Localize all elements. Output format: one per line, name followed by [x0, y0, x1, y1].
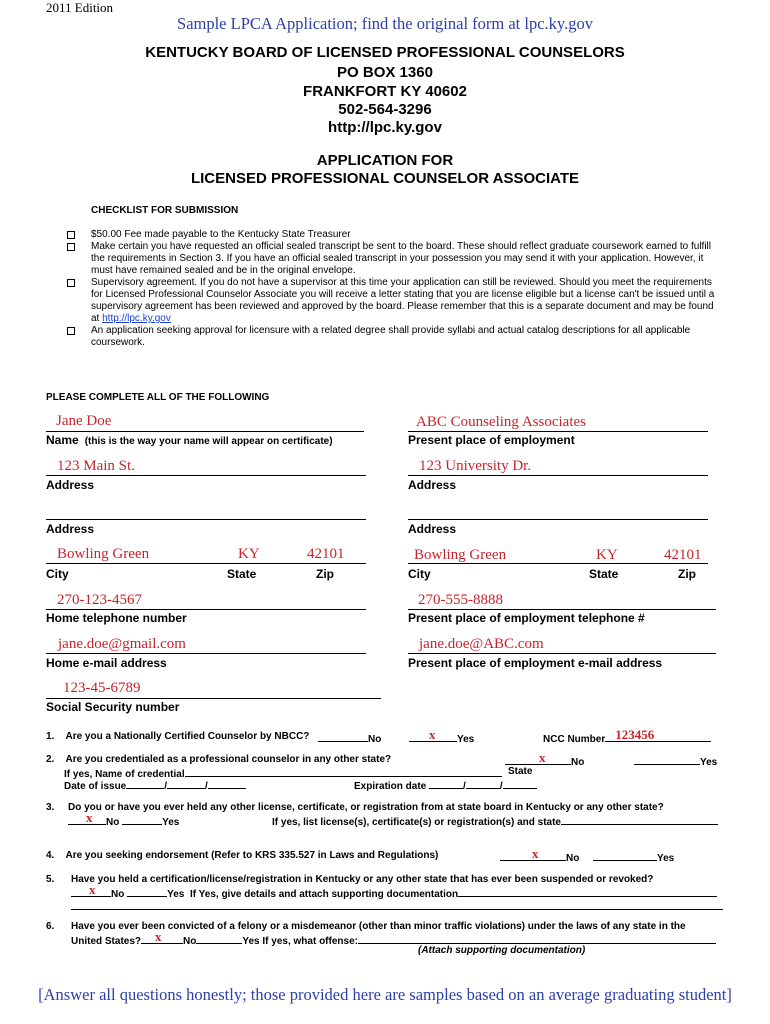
question-3-number: 3. — [46, 802, 55, 813]
q2-no-mark: x — [539, 750, 546, 765]
question-6-number: 6. — [46, 921, 55, 932]
name-label: Name (this is the way your name will appear on certificate) — [46, 433, 333, 447]
ssn-label: Social Security number — [46, 700, 180, 714]
q2-no-option[interactable]: x No — [505, 754, 584, 768]
employment-state-label: State — [589, 567, 619, 581]
board-website[interactable]: http://lpc.ky.gov — [328, 119, 442, 136]
home-phone-field[interactable] — [46, 609, 366, 610]
credential-name-field[interactable]: If yes, Name of credential — [64, 766, 502, 780]
q2-yes-option[interactable]: Yes — [634, 754, 717, 768]
q1-yes-option[interactable]: x Yes — [409, 731, 474, 745]
checklist-item-syllabi: An application seeking approval for licensure with a related degree shall provide syllabi and actual catalog descriptions for all applicable coursework. — [67, 325, 727, 349]
credential-expiration-date-field[interactable]: Expiration date / / — [354, 778, 537, 792]
q2-yes-blank[interactable] — [634, 754, 700, 765]
q6-no-mark: x — [155, 929, 162, 944]
checkbox[interactable] — [67, 231, 75, 239]
q3-no-blank[interactable] — [68, 810, 106, 825]
employment-state-value: KY — [596, 547, 618, 563]
ncc-number-value: 123456 — [615, 727, 655, 742]
board-phone: 502-564-3296 — [338, 101, 432, 118]
q1-no-option[interactable]: No — [318, 731, 381, 745]
home-address-field[interactable] — [46, 475, 366, 476]
employment-label: Present place of employment — [408, 433, 575, 447]
q4-yes-blank[interactable] — [593, 850, 657, 861]
question-1: 1. Are you a Nationally Certified Counselor by NBCC? — [46, 731, 310, 742]
name-field[interactable] — [46, 431, 364, 432]
home-zip-label: Zip — [316, 567, 334, 581]
home-phone-value: 270-123-4567 — [57, 592, 142, 608]
home-city-field[interactable] — [46, 563, 366, 564]
checklist-item-transcript: Make certain you have requested an official sealed transcript be sent to the board. These should reflect graduate coursework earned to fulfill the requirements in Section 3. If you have an official sealed transcript in your possession you may send it with your application. However, it must have remained sealed and be in the original envelope. — [67, 241, 727, 277]
employment-address-value: 123 University Dr. — [419, 458, 532, 474]
employment-address-2-field[interactable] — [408, 519, 708, 520]
q5-no-mark: x — [89, 882, 96, 897]
city-line: FRANKFORT KY 40602 — [303, 83, 467, 100]
employment-phone-label: Present place of employment telephone # — [408, 611, 645, 625]
q4-no-mark: x — [532, 846, 539, 861]
home-address-2-field[interactable] — [46, 519, 366, 520]
q6-no-blank[interactable] — [141, 929, 183, 944]
please-complete-heading: PLEASE COMPLETE ALL OF THE FOLLOWING — [46, 392, 270, 403]
q5-details-line-2[interactable] — [71, 909, 723, 910]
home-state-value: KY — [238, 546, 260, 562]
q4-yes-option[interactable]: Yes — [593, 850, 674, 864]
ssn-field[interactable] — [46, 698, 381, 699]
employment-email-field[interactable] — [408, 653, 716, 654]
lpc-website-link[interactable]: http://lpc.ky.gov — [102, 313, 171, 324]
home-state-label: State — [227, 567, 257, 581]
question-6: Have you ever been convicted of a felony or a misdemeanor (other than minor traffic violations) under the laws of any state in the — [71, 921, 686, 932]
employment-city-field[interactable] — [408, 563, 708, 564]
credential-issue-date-field[interactable]: Date of issue / / — [64, 778, 246, 792]
home-address-2-label: Address — [46, 522, 95, 536]
q5-options: x No Yes If Yes, give details and attach supporting documentation — [71, 886, 717, 900]
checkbox[interactable] — [67, 243, 75, 251]
employment-address-2-label: Address — [408, 522, 457, 536]
checklist-title: CHECKLIST FOR SUBMISSION — [91, 205, 239, 216]
employment-field[interactable] — [408, 431, 708, 432]
q6-options: United States? x No Yes If yes, what offense: — [71, 933, 716, 947]
po-box: PO BOX 1360 — [337, 64, 433, 81]
employment-phone-value: 270-555-8888 — [418, 592, 503, 608]
q1-no-blank[interactable] — [318, 731, 368, 742]
q6-yes-blank[interactable] — [196, 933, 242, 944]
question-5: Have you held a certification/license/registration in Kentucky or any other state that has ever been suspended or revoked? — [71, 874, 654, 885]
home-zip-value: 42101 — [307, 546, 345, 562]
q5-yes-blank[interactable] — [127, 886, 167, 897]
application-for: APPLICATION FOR — [316, 152, 454, 169]
q5-no-blank[interactable] — [71, 882, 111, 897]
question-5-number: 5. — [46, 874, 55, 885]
home-phone-label: Home telephone number — [46, 611, 187, 625]
question-3: Do you or have you ever held any other license, certificate, or registration from at state board in Kentucky or any other state? — [68, 802, 664, 813]
board-name: KENTUCKY BOARD OF LICENSED PROFESSIONAL COUNSELORS — [145, 44, 625, 61]
home-email-label: Home e-mail address — [46, 656, 167, 670]
q6-offense-field[interactable] — [358, 933, 716, 944]
checkbox[interactable] — [67, 327, 75, 335]
checklist-item-fee: $50.00 Fee made payable to the Kentucky State Treasurer — [67, 229, 727, 241]
employment-address-field[interactable] — [408, 475, 708, 476]
credential-state-label: State — [508, 766, 533, 777]
home-email-field[interactable] — [46, 653, 366, 654]
employment-city-label: City — [408, 567, 431, 581]
employment-value: ABC Counseling Associates — [416, 414, 587, 430]
question-4: 4. Are you seeking endorsement (Refer to KRS 335.527 in Laws and Regulations) — [46, 850, 439, 861]
employment-email-label: Present place of employment e-mail address — [408, 656, 663, 670]
employment-email-value: jane.doe@ABC.com — [419, 636, 544, 652]
home-address-value: 123 Main St. — [57, 458, 135, 474]
footer-note: [Answer all questions honestly; those provided here are samples based on an average graduating student] — [38, 985, 732, 1004]
edition-label: 2011 Edition — [46, 0, 114, 15]
home-city-label: City — [46, 567, 69, 581]
home-address-label: Address — [46, 478, 95, 492]
employment-city-value: Bowling Green — [414, 547, 507, 563]
question-2: 2. Are you credentialed as a professional counselor in any other state? — [46, 754, 392, 765]
q5-details-field[interactable] — [458, 886, 717, 897]
q1-yes-mark: x — [429, 727, 436, 742]
attach-documentation-note: (Attach supporting documentation) — [418, 945, 586, 956]
q4-no-option[interactable]: x No — [500, 850, 579, 864]
home-email-value: jane.doe@gmail.com — [58, 636, 186, 652]
q3-list-field[interactable]: If yes, list license(s), certificate(s) or registration(s) and state — [272, 814, 718, 828]
ssn-value: 123-45-6789 — [63, 680, 141, 696]
name-value: Jane Doe — [56, 413, 112, 429]
ncc-number-field[interactable]: NCC Number 123456 — [543, 731, 711, 745]
checkbox[interactable] — [67, 279, 75, 287]
q3-options: x No Yes — [68, 814, 179, 828]
sample-banner: Sample LPCA Application; find the original form at lpc.ky.gov — [177, 14, 593, 33]
employment-zip-label: Zip — [678, 567, 696, 581]
q3-yes-blank[interactable] — [122, 814, 162, 825]
application-title: LICENSED PROFESSIONAL COUNSELOR ASSOCIATE — [190, 170, 580, 187]
employment-phone-field[interactable] — [408, 609, 716, 610]
checklist-item-supervisory: Supervisory agreement. If you do not have a supervisor at this time your application can still be reviewed. Should you meet the requirements for Licensed Professional Counselor Associate you will receive a letter stating that you are license eligible but a license can't be issued until a supervisory agreement has been reviewed and approved by the board. Please remember that this is a separate document and may be found at http://lpc.ky.gov — [67, 277, 727, 325]
employment-zip-value: 42101 — [664, 547, 702, 563]
employment-address-label: Address — [408, 478, 457, 492]
q3-no-mark: x — [86, 810, 93, 825]
home-city-value: Bowling Green — [57, 546, 150, 562]
